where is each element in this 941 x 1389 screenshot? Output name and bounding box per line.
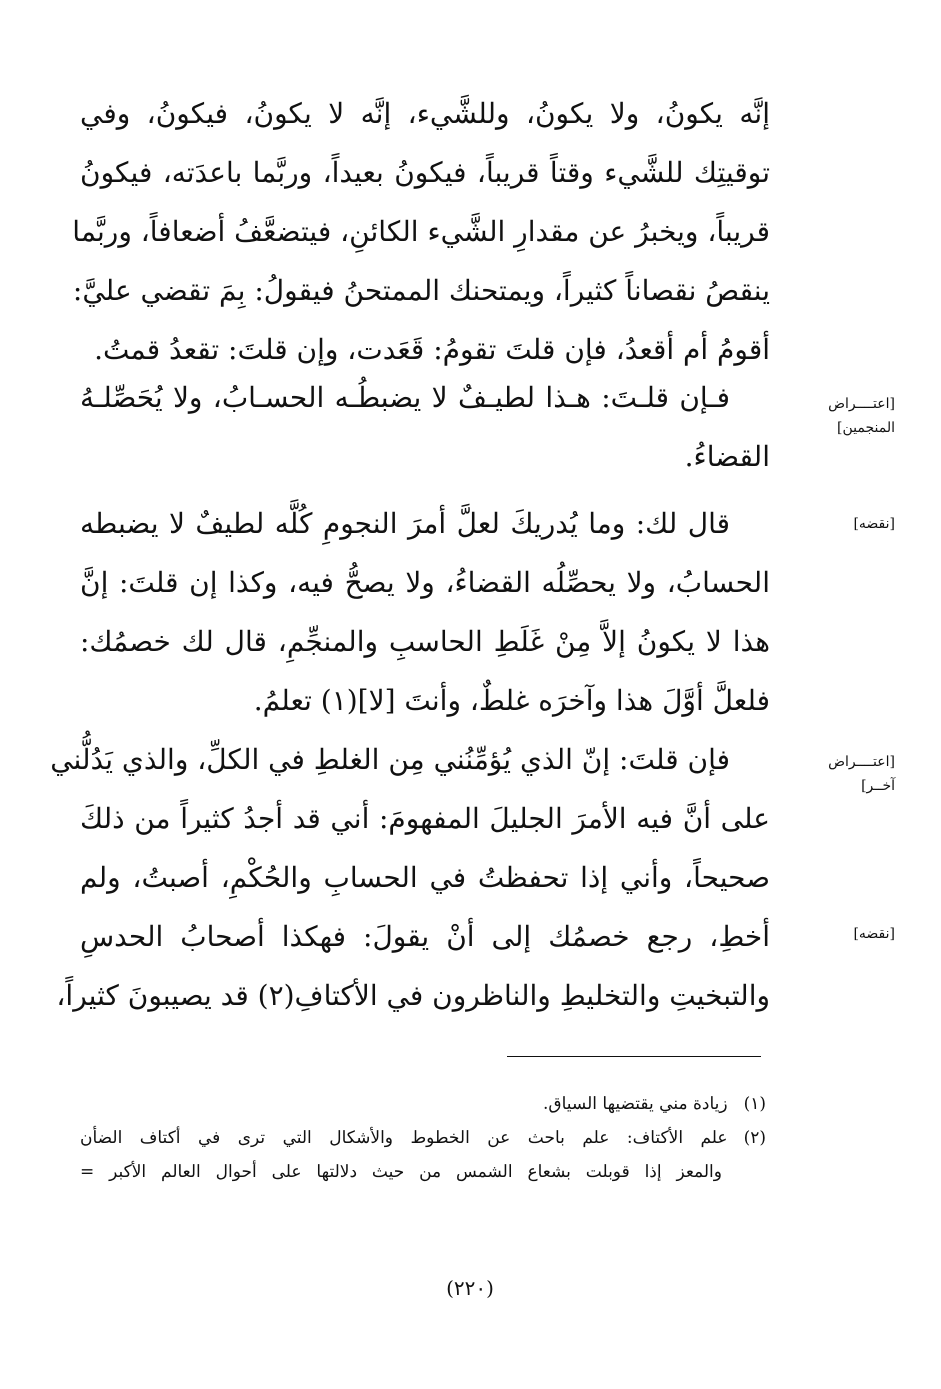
- footnote-number: (١): [743, 1094, 766, 1114]
- footnote-1: [80, 1087, 766, 1121]
- margin-note-other-objection: [اعتــــراض آخــر]: [828, 754, 895, 794]
- footnote-divider: [507, 1056, 761, 1057]
- text-line: والتبخيتِ والتخليطِ والناظرون في الأكتافِ(٢) قد يصيبونَ كثيراً،: [56, 979, 770, 1012]
- text-line: قال لك: وما يُدريكَ لعلَّ أمرَ النجومِ كُلَّه لطيفٌ لا يضبطه: [80, 507, 730, 540]
- text-line: صحيحاً، وأني إذا تحفظتُ في الحسابِ والحُكْمِ، أصبتُ، ولم: [80, 861, 770, 894]
- text-line: أخطِ، رجع خصمُك إلى أنْ يقولَ: فهكذا أصحابُ الحدسِ: [80, 920, 770, 953]
- text-line: على أنَّ فيه الأمرَ الجليلَ المفهومَ: أني قد أجدُ كثيراً من ذلكَ: [80, 802, 770, 835]
- footnote-text: زيادة مني يقتضيها السياق.: [543, 1094, 728, 1114]
- footnote-line: [80, 1121, 766, 1155]
- page-number: (٢٢٠): [446, 1276, 494, 1300]
- margin-note-refutation-2: [نقضه]: [853, 926, 895, 942]
- text-line: أقومُ أم أقعدُ، فإن قلتَ تقومُ: قَعَدت، وإن قلتَ: تقعدُ قمتُ.: [94, 333, 770, 366]
- footnote-2: [80, 1121, 766, 1189]
- footnote-text: علم الأكتاف: علم باحث عن الخطوط والأشكال التي ترى في أكتاف الضأن: [80, 1128, 728, 1148]
- text-line: فلعلَّ أوَّلَ هذا وآخرَه غلطٌ، وأنتَ [لا](١) تعلمُ.: [253, 684, 770, 717]
- text-line: هذا لا يكونُ إلاَّ مِنْ غَلَطِ الحاسبِ والمنجِّمِ، قال لك خصمُك:: [80, 625, 770, 658]
- paragraph-3: [80, 494, 770, 730]
- text-line: القضاءُ.: [684, 440, 770, 473]
- footnote-number: (٢): [743, 1128, 766, 1148]
- footnote-line: [80, 1087, 766, 1121]
- margin-note-refutation: [نقضه]: [853, 516, 895, 532]
- text-line: فـإن قلـتَ: هـذا لطيـفٌ لا يضبطُـه الحسـابُ، ولا يُحَصِّلـهُ: [80, 381, 730, 414]
- paragraph-2: [80, 368, 770, 486]
- text-line: توقيتِك للشَّيء وقتاً قريباً، فيكونُ بعيداً، وربَّما باعدَته، فيكونُ: [80, 156, 770, 189]
- text-line: الحسابُ، ولا يحصِّلُه القضاءُ، ولا يصحُّ فيه، وكذا إن قلتَ: إنَّ: [80, 566, 770, 599]
- paragraph-4: [50, 730, 770, 1025]
- footnote-line: والمعز إذا قوبلت بشعاع الشمس من حيث دلالتها على أحوال العالم الأكبر =: [80, 1162, 722, 1182]
- paragraph-1: [72, 84, 770, 379]
- text-line: قريباً، ويخبرُ عن مقدارِ الشَّيء الكائنِ، فيتضعَّفُ أضعافاً، وربَّما: [72, 215, 770, 248]
- text-line: إنَّه يكونُ، ولا يكونُ، وللشَّيء، إنَّه لا يكونُ، فيكونُ، وفي: [80, 97, 770, 130]
- text-line: ينقصُ نقصاناً كثيراً، ويمتحنك الممتحنُ فيقولُ: بِمَ تقضي عليَّ:: [72, 274, 770, 307]
- margin-note-objection: [اعتــــراض المنجمين]: [828, 396, 895, 436]
- text-line: فإن قلتَ: إنّ الذي يُؤمِّنُني مِن الغلطِ في الكلِّ، والذي يَدُلُّني: [50, 743, 730, 776]
